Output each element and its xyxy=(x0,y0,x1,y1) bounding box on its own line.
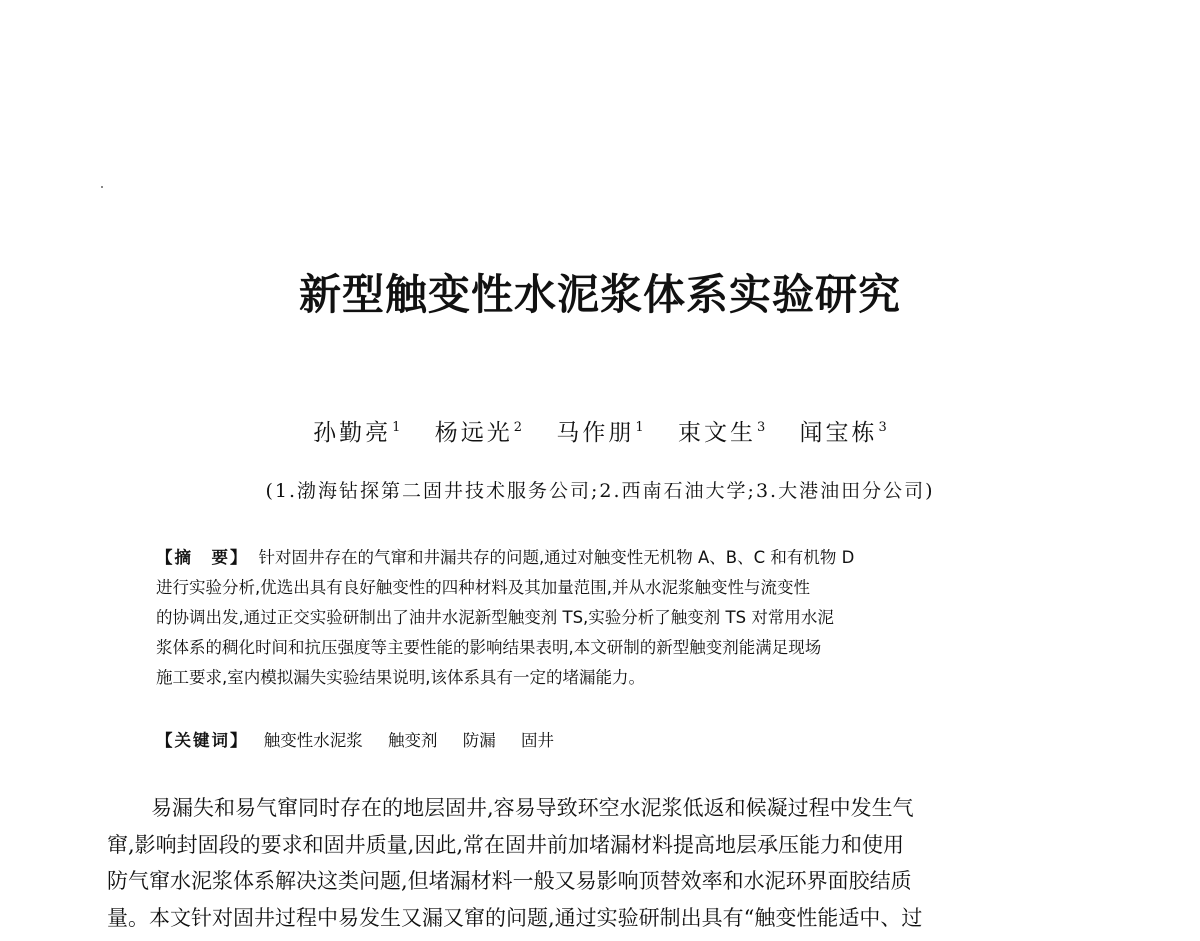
author xyxy=(313,414,400,447)
body-line: 防气窜水泥浆体系解决这类问题,但堵漏材料一般又易影响顶替效率和水泥环界面胶结质 xyxy=(107,869,912,893)
abstract-line: 施工要求,室内模拟漏失实验结果说明,该体系具有一定的堵漏能力。 xyxy=(156,668,645,687)
abstract-text: 针对固井存在的气窜和井漏共存的问题,通过对触变性无机物 A、B、C 和有机物 D xyxy=(258,548,855,567)
affiliations: (1.渤海钻探第二固井技术服务公司;2.西南石油大学;3.大港油田分公司) xyxy=(265,480,935,502)
abstract-label: 【摘 要】 xyxy=(156,548,249,567)
author xyxy=(556,414,643,447)
abstract-line: 浆体系的稠化时间和抗压强度等主要性能的影响结果表明,本文研制的新型触变剂能满足现场 xyxy=(156,638,822,657)
keyword: 触变性水泥浆 xyxy=(263,731,363,750)
author-affiliation-mark: 1 xyxy=(392,420,401,436)
body-line: 易漏失和易气窜同时存在的地层固井,容易导致环空水泥浆低返和候凝过程中发生气 xyxy=(151,796,914,820)
author-name: 孙勤亮 xyxy=(313,420,392,446)
keywords-label: 【关键词】 xyxy=(156,731,249,750)
author-name: 杨远光 xyxy=(434,420,513,446)
author-affiliation-mark: 2 xyxy=(513,420,523,436)
author-affiliation-mark: 3 xyxy=(878,420,887,436)
paper-title: 新型触变性水泥浆体系实验研究 xyxy=(298,270,901,319)
author-list xyxy=(0,414,1200,447)
abstract-line: 的协调出发,通过正交实验研制出了油井水泥新型触变剂 TS,实验分析了触变剂 TS 对常用水泥 xyxy=(156,608,834,627)
abstract-line xyxy=(156,543,1036,573)
author xyxy=(800,414,887,447)
keywords xyxy=(156,727,574,751)
author-name: 马作朋 xyxy=(556,420,635,446)
abstract xyxy=(156,543,1036,693)
author xyxy=(435,414,522,447)
author-affiliation-mark: 3 xyxy=(756,420,766,436)
keyword: 触变剂 xyxy=(388,731,438,750)
keyword: 固井 xyxy=(521,731,554,750)
author-name: 闻宝栋 xyxy=(799,420,878,446)
abstract-line: 进行实验分析,优选出具有良好触变性的四种材料及其加量范围,并从水泥浆触变性与流变性 xyxy=(156,578,810,597)
author-affiliation-mark: 1 xyxy=(635,420,644,436)
author-name: 束文生 xyxy=(677,420,756,446)
scan-speck xyxy=(101,186,103,188)
author xyxy=(678,414,765,447)
keyword: 防漏 xyxy=(462,731,496,750)
body-text xyxy=(107,790,1077,936)
body-line: 量。本文针对固井过程中易发生又漏又窜的问题,通过实验研制出具有“触变性能适中、过 xyxy=(107,905,923,930)
body-line: 窜,影响封固段的要求和固井质量,因此,常在固井前加堵漏材料提高地层承压能力和使用 xyxy=(107,832,905,857)
